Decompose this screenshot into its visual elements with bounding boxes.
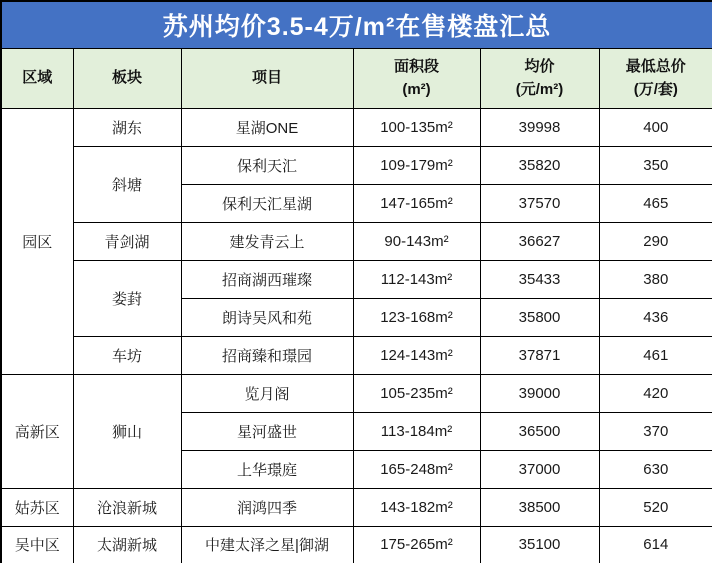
min-total-cell: 290 — [599, 222, 712, 260]
area-cell: 105-235m² — [353, 374, 480, 412]
table-row — [1, 526, 712, 563]
area-cell: 124-143m² — [353, 336, 480, 374]
avg-price-cell: 36627 — [480, 222, 599, 260]
area-cell: 143-182m² — [353, 488, 480, 526]
project-cell: 上华璟庭 — [181, 450, 353, 488]
area-cell: 147-165m² — [353, 184, 480, 222]
district-cell: 湖东 — [73, 108, 181, 146]
area-cell: 100-135m² — [353, 108, 480, 146]
column-label: 均价 — [524, 57, 555, 75]
avg-price-cell: 37570 — [480, 184, 599, 222]
column-unit: (m²) — [402, 81, 431, 98]
column-header-region — [1, 48, 73, 108]
project-cell: 招商湖西璀璨 — [181, 260, 353, 298]
avg-price-cell: 35800 — [480, 298, 599, 336]
column-label: 区域 — [22, 69, 53, 87]
table-row — [1, 108, 712, 146]
region-cell: 高新区 — [1, 374, 73, 488]
table-row — [1, 222, 712, 260]
avg-price-cell: 35820 — [480, 146, 599, 184]
column-label: 板块 — [111, 69, 142, 87]
title-row — [1, 1, 712, 48]
area-cell: 175-265m² — [353, 526, 480, 563]
table-row — [1, 336, 712, 374]
region-cell: 姑苏区 — [1, 488, 73, 526]
area-cell: 90-143m² — [353, 222, 480, 260]
min-total-cell: 420 — [599, 374, 712, 412]
avg-price-cell: 39998 — [480, 108, 599, 146]
min-total-cell: 350 — [599, 146, 712, 184]
district-cell: 狮山 — [73, 374, 181, 488]
project-cell: 星湖ONE — [181, 108, 353, 146]
region-cell: 园区 — [1, 108, 73, 374]
column-label: 最低总价 — [625, 57, 686, 75]
column-header-area — [353, 48, 480, 108]
area-cell: 123-168m² — [353, 298, 480, 336]
avg-price-cell: 35433 — [480, 260, 599, 298]
district-cell: 沧浪新城 — [73, 488, 181, 526]
min-total-cell: 380 — [599, 260, 712, 298]
project-cell: 建发青云上 — [181, 222, 353, 260]
project-cell: 星河盛世 — [181, 412, 353, 450]
avg-price-cell: 39000 — [480, 374, 599, 412]
district-cell: 青剑湖 — [73, 222, 181, 260]
table-row — [1, 146, 712, 184]
min-total-cell: 370 — [599, 412, 712, 450]
min-total-cell: 461 — [599, 336, 712, 374]
min-total-cell: 614 — [599, 526, 712, 563]
avg-price-cell: 35100 — [480, 526, 599, 563]
column-label: 项目 — [251, 69, 282, 87]
column-header-district — [73, 48, 181, 108]
table-row — [1, 488, 712, 526]
table-row — [1, 260, 712, 298]
header-row — [1, 48, 712, 108]
project-cell: 润鸿四季 — [181, 488, 353, 526]
column-header-min-total — [599, 48, 712, 108]
page-title: 苏州均价3.5-4万/m²在售楼盘汇总 — [1, 1, 712, 48]
project-cell: 中建太泽之星|御湖 — [181, 526, 353, 563]
region-cell: 吴中区 — [1, 526, 73, 563]
column-header-avg-price — [480, 48, 599, 108]
area-cell: 165-248m² — [353, 450, 480, 488]
table-row — [1, 374, 712, 412]
project-cell: 朗诗吴风和苑 — [181, 298, 353, 336]
min-total-cell: 520 — [599, 488, 712, 526]
district-cell: 娄葑 — [73, 260, 181, 336]
min-total-cell: 465 — [599, 184, 712, 222]
project-cell: 招商臻和璟园 — [181, 336, 353, 374]
project-cell: 保利天汇星湖 — [181, 184, 353, 222]
avg-price-cell: 38500 — [480, 488, 599, 526]
area-cell: 109-179m² — [353, 146, 480, 184]
area-cell: 112-143m² — [353, 260, 480, 298]
min-total-cell: 436 — [599, 298, 712, 336]
district-cell: 斜塘 — [73, 146, 181, 222]
district-cell: 车坊 — [73, 336, 181, 374]
avg-price-cell: 36500 — [480, 412, 599, 450]
project-cell: 保利天汇 — [181, 146, 353, 184]
column-unit: (万/套) — [633, 81, 678, 98]
column-unit: (元/m²) — [515, 81, 564, 98]
district-cell: 太湖新城 — [73, 526, 181, 563]
min-total-cell: 630 — [599, 450, 712, 488]
avg-price-cell: 37871 — [480, 336, 599, 374]
column-header-project — [181, 48, 353, 108]
column-label: 面积段 — [393, 57, 439, 75]
area-cell: 113-184m² — [353, 412, 480, 450]
project-cell: 览月阁 — [181, 374, 353, 412]
avg-price-cell: 37000 — [480, 450, 599, 488]
min-total-cell: 400 — [599, 108, 712, 146]
